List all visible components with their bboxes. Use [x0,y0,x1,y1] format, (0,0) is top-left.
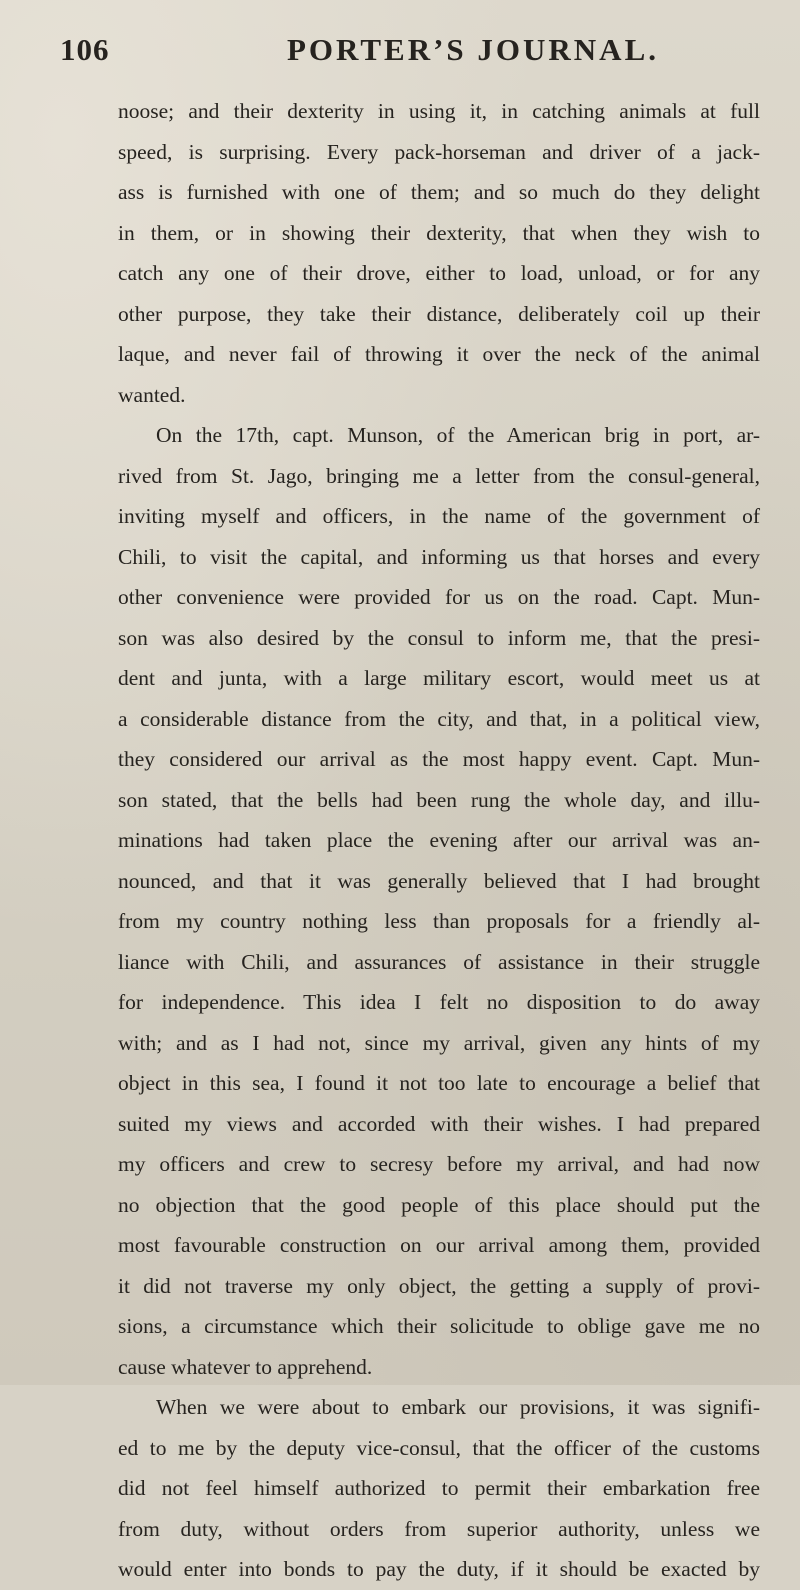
text-line: inviting myself and officers, in the name of the government of [118,504,760,528]
text-line: a considerable distance from the city, and that, in a political view, [118,706,760,731]
text-line: for independence. This idea I felt no disposition to do away [118,990,760,1014]
text-line: wanted. [118,382,186,407]
text-line: On the 17th, capt. Munson, of the American brig in port, ar- [156,423,760,447]
text-line: ass is furnished with one of them; and so much do they delight [118,180,760,204]
text-line: object in this sea, I found it not too late to encourage a belief that [118,1071,760,1095]
text-line: ed to me by the deputy vice-consul, that the officer of the customs [118,1435,760,1460]
text-line: other convenience were provided for us on the road. Capt. Mun- [118,585,760,609]
text-line: from duty, without orders from superior authority, unless we [118,1516,760,1541]
text-line: did not feel himself authorized to permit their embarkation free [118,1476,760,1500]
text-line: catch any one of their drove, either to load, unload, or for any [118,261,760,285]
text-line: dent and junta, with a large military escort, would meet us at [118,666,760,690]
text-line: speed, is surprising. Every pack-horseman and driver of a jack- [118,139,760,164]
text-line: sions, a circumstance which their solicitude to oblige gave me no [118,1314,760,1338]
page-number: 106 [60,32,110,67]
text-line: in them, or in showing their dexterity, that when they wish to [118,220,760,245]
text-line: most favourable construction on our arrival among them, provided [118,1233,760,1257]
text-line: no objection that the good people of this place should put the [118,1192,760,1217]
text-line: When we were about to embark our provisions, it was signifi- [156,1395,760,1419]
text-line: laque, and never fail of throwing it over the neck of the animal [118,342,760,366]
text-line: with; and as I had not, since my arrival, given any hints of my [118,1030,760,1055]
text-line: suited my views and accorded with their wishes. I had prepared [118,1111,760,1136]
page-header [60,24,760,76]
text-line: cause whatever to apprehend. [118,1354,373,1379]
text-line: would enter into bonds to pay the duty, if it should be exacted by [118,1557,760,1581]
text-line: rived from St. Jago, bringing me a letter from the consul-general, [118,463,760,488]
text-line: from my country nothing less than proposals for a friendly al- [118,909,760,933]
text-line: nounced, and that it was generally believed that I had brought [118,868,760,893]
body-text [118,91,760,1590]
text-line: noose; and their dexterity in using it, in catching animals at full [118,99,760,123]
text-line: son stated, that the bells had been rung the whole day, and illu- [118,787,760,812]
text-line: minations had taken place the evening after our arrival was an- [118,828,760,852]
text-line: they considered our arrival as the most happy event. Capt. Mun- [118,747,760,771]
running-head: PORTER’S JOURNAL. [287,32,659,67]
text-line: it did not traverse my only object, the getting a supply of provi- [118,1273,760,1298]
text-line: liance with Chili, and assurances of assistance in their struggle [118,949,760,974]
text-line: son was also desired by the consul to inform me, that the presi- [118,625,760,650]
text-line: my officers and crew to secresy before my arrival, and had now [118,1152,760,1176]
text-line: other purpose, they take their distance, deliberately coil up their [118,301,760,326]
text-line: Chili, to visit the capital, and informing us that horses and every [118,544,760,569]
